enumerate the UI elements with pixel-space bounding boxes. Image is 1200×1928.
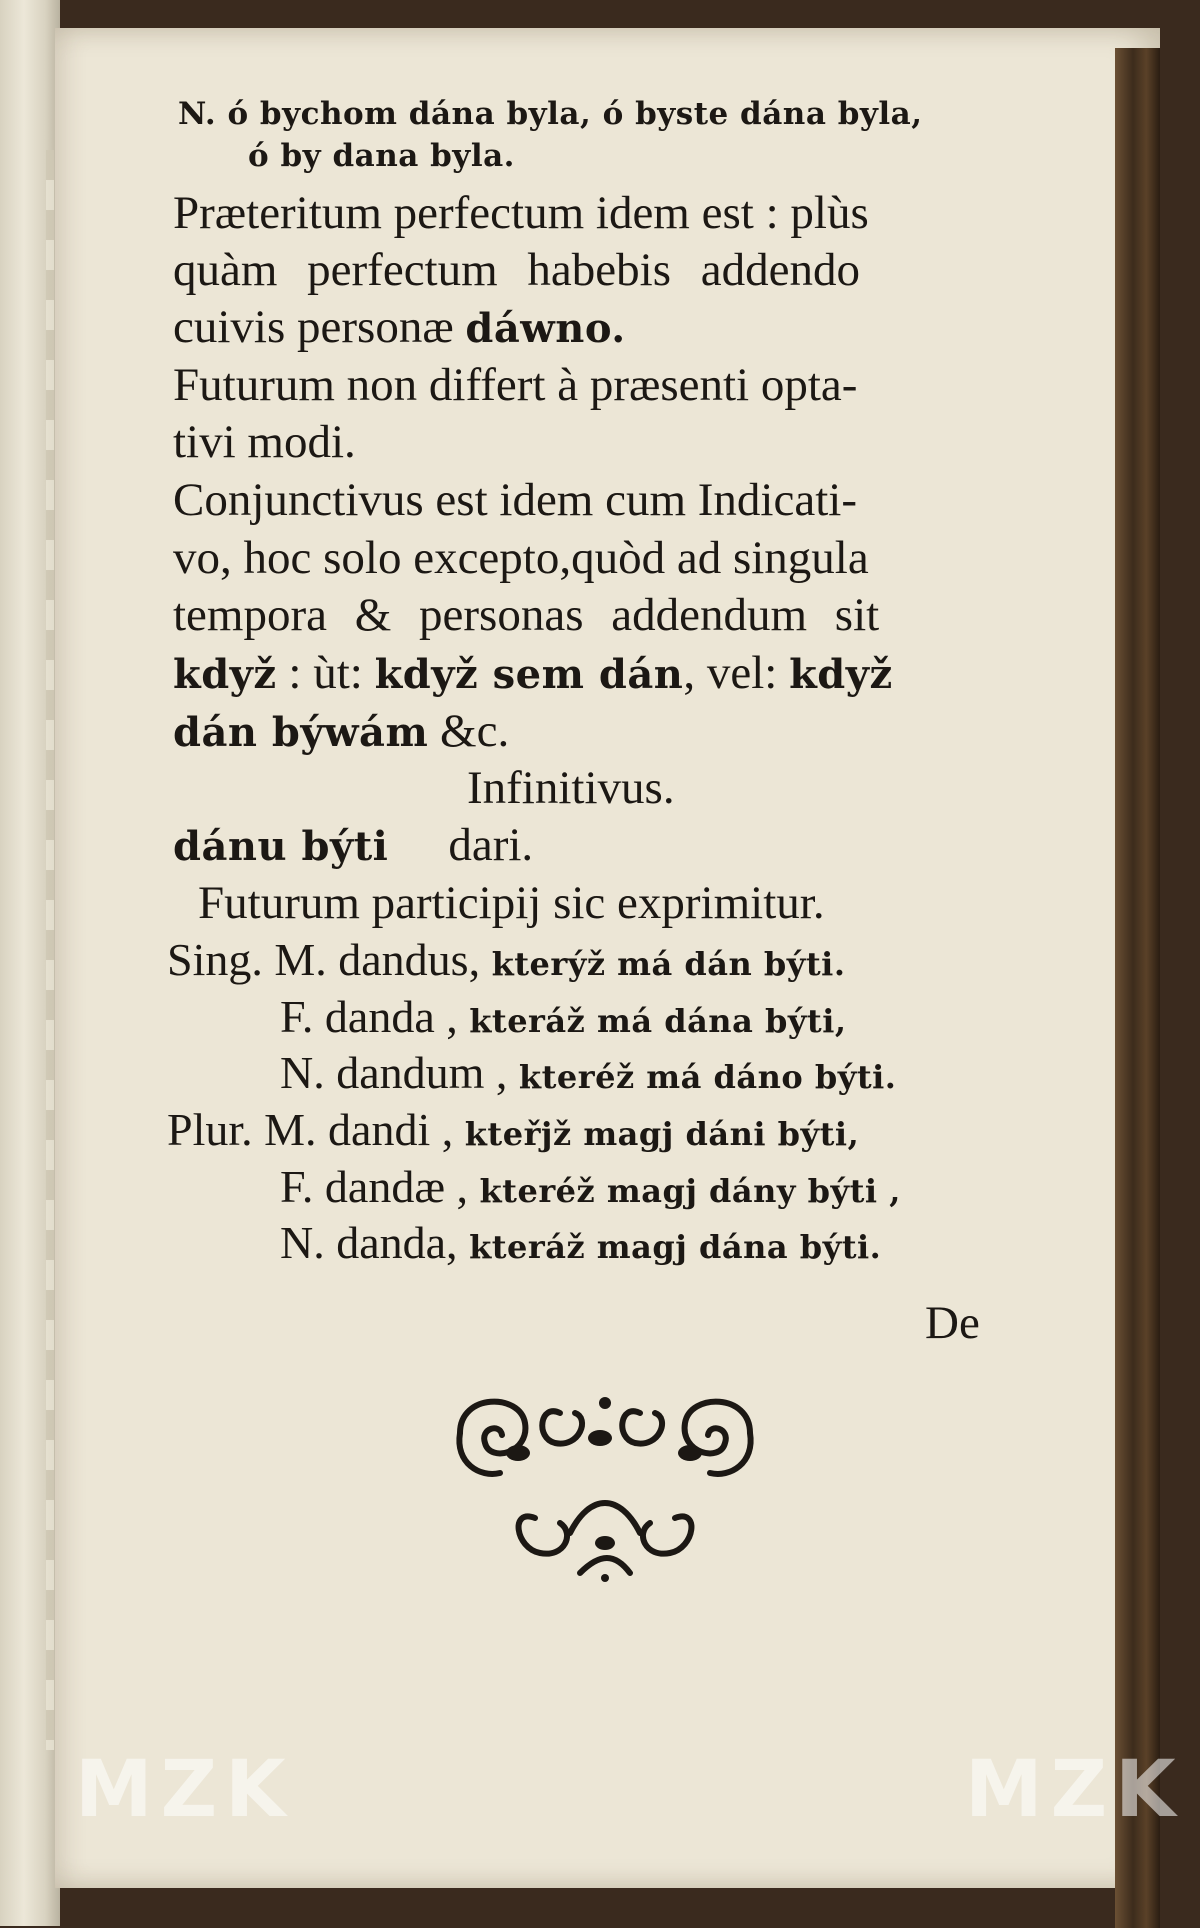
fraktur-word: když (789, 651, 893, 698)
watermark-right: MZK (965, 1745, 1184, 1835)
text-span: N. danda, (280, 1217, 470, 1268)
fraktur-phrase: kteréž magj dány býti , (479, 1172, 901, 1210)
text-line-1: N. ó bychom dána byla, ó byste dána byla, (178, 96, 923, 132)
book-page (55, 28, 1160, 1888)
text-line-17 (280, 990, 846, 1043)
text-line-16 (167, 933, 845, 986)
text-span: , vel: (683, 647, 790, 699)
fraktur-phrase: kteréž má dáno býti. (518, 1058, 897, 1096)
section-heading: Infinitivus. (467, 762, 675, 814)
text-line-9: vo, hoc solo excepto,quòd ad singula (173, 532, 869, 584)
fraktur-word: když (173, 651, 277, 698)
text-line-5 (173, 300, 626, 354)
text-span: cuivis personæ (173, 301, 466, 353)
fraktur-phrase: kterýž má dán býti. (491, 945, 846, 983)
fraktur-phrase: kteřjž magj dáni býti, (464, 1115, 860, 1153)
text-line-21 (280, 1216, 881, 1269)
text-span: dari. (448, 819, 534, 871)
page-edge-shadow (1115, 48, 1160, 1928)
text-line-10: tempora & personas addendum sit (173, 589, 880, 641)
catchword: De (925, 1297, 980, 1349)
text-line-20 (280, 1160, 901, 1213)
text-line-14 (173, 818, 533, 872)
text-line-11 (173, 646, 893, 700)
text-line-12 (173, 704, 509, 758)
text-line-2: ó by dana byla. (248, 138, 515, 174)
fraktur-word: dáwno. (465, 305, 626, 352)
text-span: Sing. M. dandus, (167, 934, 492, 985)
watermark-left: MZK (75, 1745, 294, 1835)
binding-stitching (46, 150, 54, 1750)
text-line-18 (280, 1046, 896, 1099)
ornamental-vignette-icon (440, 1383, 770, 1583)
text-span: : ùt: (276, 647, 375, 699)
text-span: &c. (428, 705, 510, 757)
text-line-3: Præteritum perfectum idem est : plùs (173, 187, 869, 239)
text-line-4: quàm perfectum habebis addendo (173, 244, 860, 296)
fraktur-word: dán býwám (173, 709, 429, 756)
text-span: F. dandæ , (280, 1161, 480, 1212)
text-span: Plur. M. dandi , (167, 1104, 465, 1155)
text-line-6: Futurum non differt à præsenti opta- (173, 359, 858, 411)
fraktur-phrase: kteráž má dána býti, (469, 1002, 847, 1040)
text-span: N. dandum , (280, 1047, 519, 1098)
fraktur-word: dánu býti (173, 823, 389, 870)
fraktur-phrase: kteráž magj dána býti. (469, 1228, 882, 1266)
text-line-15: Futurum participij sic exprimitur. (198, 877, 825, 929)
fraktur-word: když sem dán (374, 651, 684, 698)
text-line-8: Conjunctivus est idem cum Indicati- (173, 474, 857, 526)
text-line-7: tivi modi. (173, 416, 356, 468)
text-line-19 (167, 1103, 859, 1156)
text-span: F. danda , (280, 991, 470, 1042)
